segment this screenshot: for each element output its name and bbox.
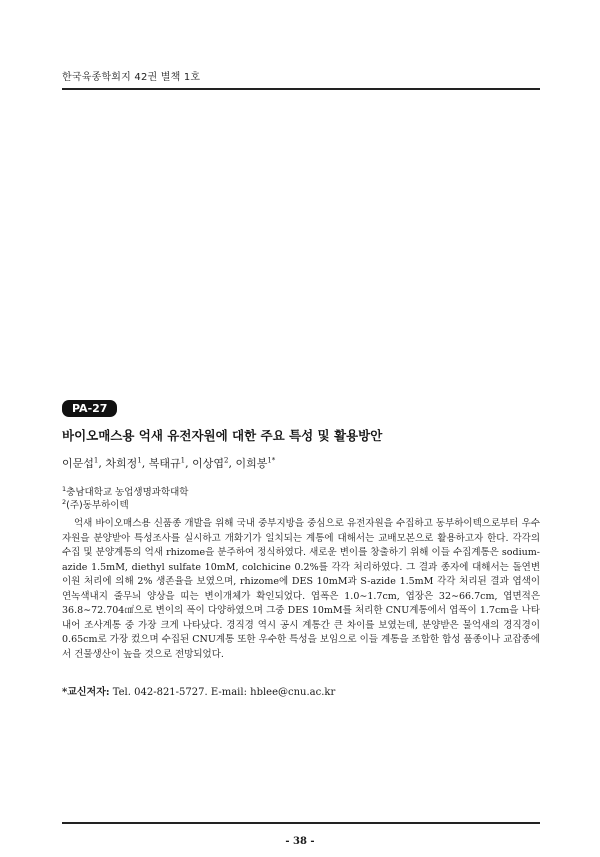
affil-text: (주)동부하이텍 (66, 500, 129, 511)
author-affil-mark: 2 (223, 456, 229, 465)
footer-rule (62, 822, 540, 824)
header-rule (62, 88, 540, 90)
author-name: 이희봉 (235, 457, 268, 470)
page-number: - 38 - (285, 836, 315, 847)
affiliation-1 (62, 484, 188, 498)
journal-header: 한국육종학회지 42권 별책 1호 (62, 72, 201, 83)
author-name: 이문섭 (62, 457, 94, 470)
author-list: 이문섭$^1$, 차희정$^1$, 복태규$^1$, 이상엽$^2$, 이희봉$^{1*}$ (62, 456, 276, 470)
author-name: 차희정 (105, 457, 138, 470)
corresponding-author (62, 683, 335, 698)
corresponding-label: *교신저자: (62, 687, 110, 698)
affiliation-2 (62, 497, 129, 511)
abstract-body: 억새 바이오매스용 신품종 개발을 위해 국내 중부지방을 중심으로 유전자원을 수집하고 동부하이텍으로부터 우수자원을 분양받아 특성조사를 실시하고 개화기가 일치되는 계통에 대해서는 교배모본으로 활용하고자 한다. 각각의 수집 및 분양계통의 억새 rhizome을 분주하여 정식하였다. 새로운 변이를 창출하기 위해 이들 수집계통은 sodium-azide 1.5mM, diethyl sulfate 10mM, colchicine 0.2%를 각각 처리하였다. 그 결과 종자에 대해서는 돌연변이원 처리에 의해 2% 생존율을 보였으며, rhizome에 DES 10mM과 S-azide 1.5mM 각각 처리된 결과 엽색이 연녹색내지 줄무늬 양상을 띠는 변이개체가 확인되었다. 엽폭은 1.0∼1.7cm, 엽장은 32∼66.7cm, 엽면적은 36.8∼72.704㎠으로 변이의 폭이 다양하였으며 그중 DES 10mM를 처리한 CNU계통에서 엽폭이 1.7cm을 나타내어 조사계통 중 가장 크게 나타났다. 경직경 역시 공시 계통간 큰 차이를 보였는데, 분양받은 물억새의 경직경이 0.65cm로 가장 컸으며 수집된 CNU계통 또한 우수한 특성을 보임으로 이들 계통을 조합한 합성 품종이나 교잡종에서 건물생산이 높을 것으로 전망되었다. (62, 518, 540, 660)
author-affil-mark: 1 (180, 456, 186, 465)
corresponding-tel: Tel. 042-821-5727. (112, 687, 208, 698)
poster-id-badge: PA-27 (62, 400, 117, 417)
affil-mark: 1 (62, 484, 67, 493)
paper-title: 바이오매스용 억새 유전자원에 대한 주요 특성 및 활용방안 (62, 428, 383, 443)
author-affil-mark: 1* (267, 456, 276, 465)
author-name: 복태규 (148, 457, 181, 470)
corresponding-email: E-mail: hblee@cnu.ac.kr (210, 687, 336, 698)
author-name: 이상엽 (192, 457, 224, 470)
author-affil-mark: 1 (137, 456, 142, 465)
affil-mark: 2 (62, 497, 67, 506)
affil-text: 충남대학교 농업생명과학대학 (66, 487, 189, 498)
author-affil-mark: 1 (93, 456, 99, 465)
